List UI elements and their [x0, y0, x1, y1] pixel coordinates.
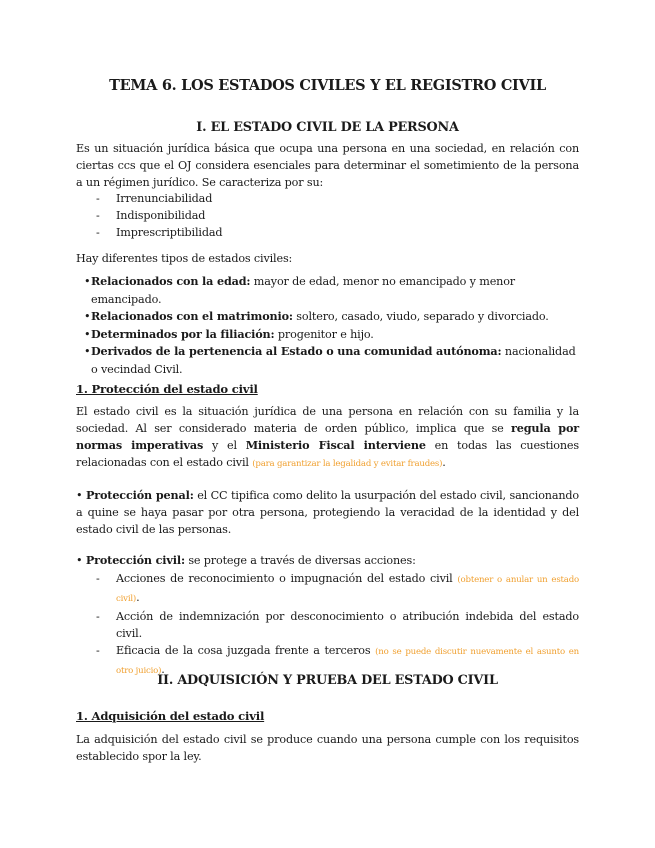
proteccion-penal-paragraph — [76, 487, 579, 538]
dash-marker: - — [96, 192, 100, 205]
dash-marker: - — [96, 572, 100, 585]
punctuation: . — [136, 591, 140, 604]
paragraph-text: El estado civil es la situación jurídica de una persona en relación con su familia y la sociedad. Al ser considerado materia de orden público, implica que se — [76, 405, 579, 435]
list-item — [96, 608, 579, 642]
actions-list — [96, 570, 579, 680]
section-heading-estado-civil: I. EL ESTADO CIVIL DE LA PERSONA — [196, 120, 459, 135]
penal-text: el CC tipifica como delito la usurpación del estado civil, sancionando a quine se haya pasar por otra persona, protegiendo la veracidad de la identidad y del estado civil de las personas. — [76, 489, 580, 536]
subheading-proteccion: 1. Protección del estado civil — [76, 382, 258, 396]
document-title: TEMA 6. LOS ESTADOS CIVILES Y EL REGISTRO CIVIL — [109, 77, 546, 94]
type-text: mayor de edad, menor no emancipado y menor emancipado. — [91, 275, 515, 306]
type-label: Determinados por la filiación: — [91, 326, 275, 341]
section-heading-adquisicion: II. ADQUISICIÓN Y PRUEBA DEL ESTADO CIVIL — [157, 673, 498, 688]
bullet-marker: • — [84, 345, 91, 358]
type-text: nacionalidad o vecindad Civil. — [91, 345, 576, 376]
list-item — [84, 273, 579, 308]
dash-marker: - — [96, 610, 100, 623]
list-item — [84, 326, 579, 344]
annotation-note: (no se puede discutir nuevamente el asunto en otro juicio) — [116, 647, 579, 676]
paragraph-text: . — [442, 456, 446, 469]
emphasis-ministerio: Ministerio Fiscal interviene — [245, 438, 426, 452]
annotation-note: (obtener o anular un estado civil) — [116, 575, 579, 604]
list-item — [96, 570, 579, 608]
type-label: Relacionados con la edad: — [91, 274, 251, 288]
list-item — [96, 224, 579, 241]
paragraph-text: en todas las cuestiones relacionadas con el estado civil — [76, 439, 579, 469]
characteristics-list — [96, 190, 579, 241]
action-text: Acciones de reconocimiento o impugnación del estado civil — [116, 572, 458, 585]
bullet-marker: • — [76, 554, 83, 567]
paragraph-text: y el — [203, 439, 246, 452]
bullet-marker: • — [84, 275, 91, 288]
list-item — [84, 308, 579, 326]
civil-label: Protección civil: — [85, 553, 185, 567]
list-item-text: Imprescriptibilidad — [116, 226, 223, 239]
bullet-marker: • — [84, 327, 91, 341]
type-label: Derivados de la pertenencia al Estado o una comunidad autónoma: — [91, 344, 502, 358]
adquisicion-paragraph: La adquisición del estado civil se produce cuando una persona cumple con los requisitos establecido spor la ley. — [76, 733, 579, 763]
annotation-note: (para garantizar la legalidad y evitar fraudes) — [252, 459, 443, 469]
type-text: soltero, casado, viudo, separado y divorciado. — [292, 310, 549, 323]
list-item — [84, 343, 579, 378]
type-text: progenitor e hijo. — [274, 327, 374, 341]
types-list — [84, 273, 579, 378]
bullet-marker: • — [76, 489, 83, 502]
action-text: Acción de indemnización por desconocimiento o atribución indebida del estado civil. — [116, 610, 579, 640]
action-text: Eficacia de la cosa juzgada frente a terceros — [116, 644, 376, 657]
list-item — [96, 207, 579, 224]
dash-marker: - — [96, 644, 100, 657]
punctuation: . — [161, 663, 165, 676]
intro-paragraph: Es un situación jurídica básica que ocupa una persona en una sociedad, en relación con ciertas ccs que el OJ considera esenciales para determinar el sometimiento de la persona a un régimen jurídico. Se caracteriza por su: — [76, 142, 579, 189]
list-item-text: Indisponibilidad — [116, 209, 206, 222]
emphasis-normas: regula por normas imperativas — [76, 421, 580, 452]
dash-marker: - — [96, 209, 100, 222]
list-item-text: Irrenunciabilidad — [116, 192, 213, 205]
proteccion-paragraph — [76, 403, 579, 473]
penal-label: Protección penal: — [85, 488, 194, 502]
type-label: Relacionados con el matrimonio: — [91, 309, 293, 323]
list-item — [96, 190, 579, 207]
subheading-adquisicion: 1. Adquisición del estado civil — [76, 709, 265, 723]
dash-marker: - — [96, 226, 100, 239]
types-intro: Hay diferentes tipos de estados civiles: — [76, 252, 293, 265]
proteccion-civil-paragraph — [76, 552, 579, 569]
civil-text: se protege a través de diversas acciones: — [184, 554, 416, 567]
bullet-marker: • — [84, 310, 91, 323]
